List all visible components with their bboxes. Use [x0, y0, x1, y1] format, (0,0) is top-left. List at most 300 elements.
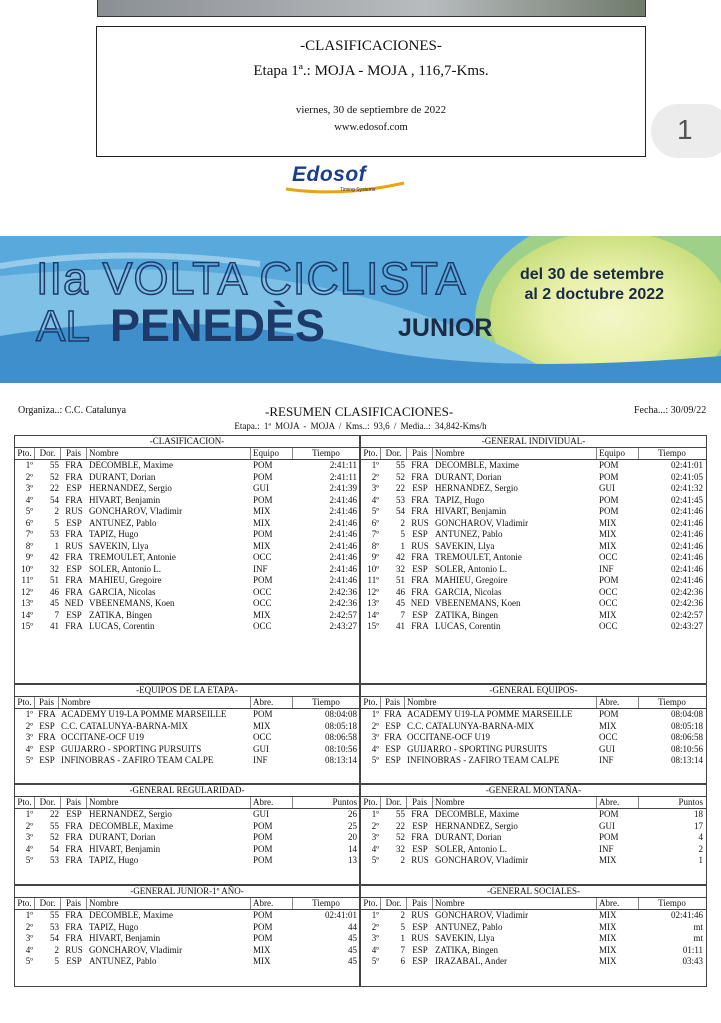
cell-position: 4º: [25, 843, 33, 854]
cell-country: ESP: [66, 563, 82, 574]
logo-subtitle: Timing Systems: [340, 187, 376, 193]
panel-title: -GENERAL JUNIOR-1º AÑO-: [15, 886, 359, 898]
cell-country: FRA: [411, 506, 429, 516]
cell-name: HIVART, Benjamin: [89, 843, 161, 854]
cell-dorsal: 2: [400, 855, 405, 865]
table-row: [15, 598, 359, 610]
table-row: [361, 610, 706, 622]
cell-dorsal: 1: [400, 933, 405, 943]
cell-position: 3º: [25, 732, 33, 742]
header-pto: Pto.: [15, 797, 35, 808]
header-abre: Abre.: [597, 898, 639, 909]
cell-position: 1º: [371, 460, 379, 470]
cell-time: 08:05:18: [670, 720, 703, 731]
cell-team: MIX: [599, 529, 617, 539]
cell-country: FRA: [411, 621, 429, 631]
cell-team-name: OCCITANE-OCF U19: [407, 732, 491, 742]
table-row: [361, 709, 706, 721]
cell-name: TAPIZ, Hugo: [89, 529, 139, 539]
cell-position: 12º: [367, 586, 379, 597]
cell-dorsal: 52: [396, 832, 405, 842]
cell-dorsal: 2: [400, 517, 405, 528]
cover-website[interactable]: www.edosof.com: [334, 122, 408, 133]
cell-position: 10º: [367, 563, 379, 574]
cell-team: OCC: [253, 552, 272, 562]
cell-dorsal: 46: [396, 586, 405, 597]
cell-country: FRA: [65, 494, 83, 505]
cell-name: ANTUNEZ, Pablo: [435, 921, 503, 932]
cell-team-abbr: OCC: [253, 732, 272, 742]
cell-value: 2:41:46: [329, 494, 357, 505]
cell-value: 1: [698, 855, 703, 865]
cell-dorsal: 52: [50, 832, 59, 842]
cell-position: 2º: [25, 820, 33, 831]
cell-team: GUI: [253, 809, 269, 819]
cell-position: 4º: [371, 944, 379, 955]
banner-title-al: AL: [36, 302, 90, 351]
cell-name: SOLER, Antonio L.: [435, 563, 508, 574]
column-headers: [361, 697, 706, 709]
cell-value: 2:41:39: [329, 483, 357, 493]
table-row: [361, 809, 706, 821]
cell-name: HERNANDEZ, Sergio: [89, 809, 172, 819]
cell-dorsal: 6: [400, 956, 405, 966]
cell-team: MIX: [253, 944, 271, 955]
cell-team-name: ACADEMY U19-LA POMME MARSEILLE: [61, 709, 227, 719]
table-row: [15, 844, 359, 856]
cell-team-name: INFINOBRAS - ZAFIRO TEAM CALPE: [61, 755, 214, 765]
cell-team: POM: [253, 529, 273, 539]
header-abre: Abre.: [251, 898, 293, 909]
sheet-title: -RESUMEN CLASIFICACIONES-: [265, 404, 454, 419]
cell-position: 15º: [367, 621, 379, 631]
cell-dorsal: 54: [50, 494, 59, 505]
column-headers: [15, 448, 359, 460]
cell-team: POM: [599, 575, 619, 585]
cell-dorsal: 42: [50, 552, 59, 562]
cell-value: 03:43: [682, 956, 703, 966]
table-row: [361, 744, 706, 756]
cell-name: TREMOULET, Antonie: [89, 552, 176, 562]
cell-dorsal: 7: [54, 609, 59, 620]
header-nombre: Nombre: [433, 448, 597, 459]
panel-title: -GENERAL REGULARIDAD-: [15, 785, 359, 797]
cell-team: POM: [253, 855, 273, 865]
table-row: [361, 552, 706, 564]
cell-position: 12º: [21, 586, 33, 597]
header-pais: Pais: [61, 797, 87, 808]
cell-position: 2º: [371, 720, 379, 731]
header-puntos: Puntos: [678, 797, 703, 807]
cell-country: FRA: [411, 460, 429, 470]
cell-name: DECOMBLE, Maxime: [89, 910, 173, 920]
cell-country: ESP: [412, 483, 428, 493]
header-tiempo: Tiempo: [312, 448, 340, 458]
cell-dorsal: 52: [396, 471, 405, 482]
header-dor: Dor.: [381, 898, 407, 909]
cell-position: 15º: [21, 621, 33, 631]
header-nombre: Nombre: [87, 448, 251, 459]
cell-team: MIX: [253, 609, 271, 620]
cell-dorsal: 53: [50, 529, 59, 539]
cell-team: POM: [599, 809, 619, 819]
cell-country: FRA: [65, 575, 83, 585]
cell-dorsal: 45: [50, 598, 59, 608]
cell-position: 2º: [371, 820, 379, 831]
table-row: [15, 956, 359, 968]
cell-country: RUS: [411, 540, 429, 551]
table-row: [361, 541, 706, 553]
cell-name: HERNANDEZ, Sergio: [435, 820, 518, 831]
cell-team: MIX: [599, 609, 617, 620]
table-row: [361, 518, 706, 530]
cell-name: DURANT, Dorian: [89, 832, 156, 842]
cell-name: GONCHAROV, Vladimir: [435, 517, 529, 528]
cell-team: MIX: [599, 944, 617, 955]
cell-value: 02:41:01: [324, 910, 357, 920]
table-row: [15, 809, 359, 821]
cell-name: SOLER, Antonio L.: [435, 843, 508, 854]
header-nombre: Nombre: [87, 797, 251, 808]
table-row: [15, 495, 359, 507]
cell-country: FRA: [65, 552, 83, 562]
cell-country: FRA: [65, 460, 83, 470]
cell-value: 2:41:11: [329, 471, 357, 482]
cell-country: FRA: [65, 933, 83, 943]
cell-name: HIVART, Benjamin: [89, 494, 161, 505]
banner-dates: [520, 265, 664, 305]
cell-dorsal: 5: [54, 956, 59, 966]
cell-position: 3º: [25, 832, 33, 842]
banner-junior: JUNIOR: [398, 314, 493, 342]
cell-name: DECOMBLE, Maxime: [89, 460, 173, 470]
cell-name: TAPIZ, Hugo: [435, 494, 485, 505]
cell-country: FRA: [411, 471, 429, 482]
header-pto: Pto.: [15, 697, 35, 708]
cell-value: 18: [694, 809, 703, 819]
cell-dorsal: 22: [50, 809, 59, 819]
cell-name: DURANT, Dorian: [89, 471, 156, 482]
cell-country: FRA: [65, 855, 83, 865]
table-row: [15, 945, 359, 957]
banner-title-penedes: PENEDÈS: [110, 300, 326, 351]
cell-team-abbr: POM: [599, 709, 619, 719]
cell-dorsal: 22: [396, 483, 405, 493]
table-row: [361, 832, 706, 844]
cell-name: SOLER, Antonio L.: [89, 563, 162, 574]
table-row: [15, 460, 359, 472]
cell-country: RUS: [411, 517, 429, 528]
cell-position: 5º: [371, 506, 379, 516]
cell-name: ZATIKA, Bingen: [435, 944, 498, 955]
cell-position: 6º: [371, 517, 379, 528]
cell-name: VBEENEMANS, Koen: [89, 598, 175, 608]
cell-country: ESP: [412, 563, 428, 574]
cell-name: MAHIEU, Gregoire: [89, 575, 162, 585]
cell-position: 3º: [25, 483, 33, 493]
cell-name: ZATIKA, Bingen: [435, 609, 498, 620]
cell-name: DECOMBLE, Maxime: [89, 820, 173, 831]
cell-value: 2:41:46: [329, 575, 357, 585]
header-nombre: Nombre: [433, 898, 597, 909]
banner-date-start: del 30 de setembre: [520, 266, 665, 283]
cell-position: 2º: [371, 921, 379, 932]
header-nombre: Nombre: [405, 697, 597, 708]
cell-dorsal: 7: [400, 944, 405, 955]
cell-name: ANTUNEZ, Pablo: [89, 517, 157, 528]
cell-country: RUS: [411, 933, 429, 943]
cell-position: 1º: [371, 809, 379, 819]
header-tiempo: Tiempo: [312, 898, 340, 908]
header-pais: Pais: [407, 797, 433, 808]
cell-value: 02:41:32: [670, 483, 703, 493]
cell-time: 08:10:56: [670, 743, 703, 754]
cell-position: 5º: [371, 855, 379, 865]
header-pto: Pto.: [361, 898, 381, 909]
header-pais: Pais: [35, 697, 59, 708]
cell-team: MIX: [599, 855, 617, 865]
cell-dorsal: 1: [400, 540, 405, 551]
cell-country: ESP: [39, 720, 55, 731]
cell-position: 5º: [25, 956, 33, 966]
table-row: [361, 598, 706, 610]
cell-value: 02:41:05: [670, 471, 703, 482]
header-tiempo: Tiempo: [658, 448, 686, 458]
cell-country: ESP: [412, 529, 428, 539]
cell-position: 1º: [25, 809, 33, 819]
table-row: [15, 518, 359, 530]
column-headers: [15, 898, 359, 910]
table-row: [15, 721, 359, 733]
cell-country: FRA: [65, 910, 83, 920]
cell-country: FRA: [65, 921, 83, 932]
cell-position: 4º: [371, 743, 379, 754]
cell-dorsal: 32: [396, 563, 405, 574]
cell-dorsal: 7: [400, 609, 405, 620]
cell-value: mt: [693, 921, 703, 932]
cell-country: ESP: [39, 755, 55, 765]
cell-position: 5º: [25, 755, 33, 765]
cell-time: 08:04:08: [324, 709, 357, 719]
header-nombre: Nombre: [87, 898, 251, 909]
cell-team-name: C.C. CATALUNYA-BARNA-MIX: [61, 720, 189, 731]
cell-team: MIX: [599, 540, 617, 551]
cell-value: 02:41:46: [670, 517, 703, 528]
cell-country: ESP: [412, 609, 428, 620]
cell-value: 45: [348, 933, 357, 943]
cell-country: RUS: [65, 540, 83, 551]
cell-dorsal: 32: [50, 563, 59, 574]
header-tiempo: Tiempo: [312, 697, 340, 707]
cell-value: 02:41:46: [670, 506, 703, 516]
cell-dorsal: 41: [50, 621, 59, 631]
cell-position: 5º: [25, 855, 33, 865]
header-tiempo: Tiempo: [658, 898, 686, 908]
cell-country: FRA: [65, 586, 83, 597]
table-row: [361, 587, 706, 599]
cell-team-name: GUIJARRO - SPORTING PURSUITS: [61, 743, 202, 754]
table-row: [15, 483, 359, 495]
cell-team: MIX: [253, 517, 271, 528]
table-row: [361, 506, 706, 518]
table-row: [361, 529, 706, 541]
cell-position: 4º: [25, 743, 33, 754]
cell-position: 14º: [367, 609, 379, 620]
cell-position: 1º: [25, 709, 33, 719]
header-equipo: Equipo: [597, 448, 639, 459]
cell-name: HERNANDEZ, Sergio: [89, 483, 172, 493]
cell-country: FRA: [38, 709, 56, 719]
cell-country: NED: [410, 598, 430, 608]
cell-team: POM: [599, 832, 619, 842]
cell-dorsal: 2: [400, 910, 405, 920]
cell-value: 20: [348, 832, 357, 842]
cell-position: 8º: [25, 540, 33, 551]
table-row: [15, 755, 359, 767]
cell-country: FRA: [411, 809, 429, 819]
table-row: [15, 855, 359, 867]
header-dor: Dor.: [35, 448, 61, 459]
page-number-badge: 1: [651, 104, 721, 158]
table-row: [15, 732, 359, 744]
panel-title: -CLASIFICACION-: [15, 436, 359, 448]
table-row: [15, 552, 359, 564]
cell-dorsal: 55: [396, 809, 405, 819]
edosof-logo: [282, 163, 412, 197]
cell-value: 4: [698, 832, 703, 842]
header-pais: Pais: [61, 898, 87, 909]
cell-team-abbr: GUI: [599, 743, 615, 754]
cell-position: 4º: [25, 944, 33, 955]
table-row: [361, 495, 706, 507]
cell-name: MAHIEU, Gregoire: [435, 575, 508, 585]
table-row: [15, 744, 359, 756]
cell-position: 3º: [25, 933, 33, 943]
panel-general-individual: [360, 435, 707, 684]
header-dor: Dor.: [35, 898, 61, 909]
cell-country: RUS: [411, 910, 429, 920]
cell-team: POM: [253, 832, 273, 842]
cell-value: 45: [348, 956, 357, 966]
cell-country: FRA: [384, 732, 402, 742]
cell-value: 17: [694, 820, 703, 831]
cell-position: 5º: [371, 956, 379, 966]
cell-team: GUI: [599, 820, 615, 831]
header-nombre: Nombre: [433, 797, 597, 808]
table-row: [361, 575, 706, 587]
table-row: [361, 910, 706, 922]
table-row: [15, 506, 359, 518]
cell-name: GARCIA, Nicolas: [89, 586, 156, 597]
cell-dorsal: 54: [396, 506, 405, 516]
cell-team: MIX: [599, 956, 617, 966]
cell-value: 2:42:57: [329, 609, 357, 620]
cell-country: ESP: [385, 743, 401, 754]
cell-time: 08:05:18: [324, 720, 357, 731]
cell-country: FRA: [411, 552, 429, 562]
header-pto: Pto.: [15, 898, 35, 909]
cell-country: FRA: [384, 709, 402, 719]
cell-team: OCC: [253, 621, 272, 631]
cell-dorsal: 42: [396, 552, 405, 562]
cell-value: 02:42:36: [670, 598, 703, 608]
cell-value: 02:41:46: [670, 540, 703, 551]
cell-team: POM: [253, 921, 273, 932]
cell-country: FRA: [65, 529, 83, 539]
cover-stage: Etapa 1ª.: MOJA - MOJA , 116,7-Kms.: [253, 63, 489, 79]
table-row: [15, 832, 359, 844]
table-row: [361, 945, 706, 957]
cell-value: 01:11: [682, 944, 703, 955]
header-abre: Abre.: [597, 697, 639, 708]
header-pto: Pto.: [15, 448, 35, 459]
cell-value: 2:41:46: [329, 529, 357, 539]
column-headers: [361, 898, 706, 910]
header-pais: Pais: [61, 448, 87, 459]
cell-position: 13º: [21, 598, 33, 608]
cell-position: 1º: [25, 460, 33, 470]
header-abre: Abre.: [251, 797, 293, 808]
panel-title: -EQUIPOS DE LA ETAPA-: [15, 685, 359, 697]
cell-position: 1º: [371, 910, 379, 920]
table-row: [15, 541, 359, 553]
cell-name: ANTUNEZ, Pablo: [435, 529, 503, 539]
cell-value: 2:41:46: [329, 552, 357, 562]
header-dor: Dor.: [381, 797, 407, 808]
cell-dorsal: 22: [50, 483, 59, 493]
cell-name: DECOMBLE, Maxime: [435, 809, 519, 819]
cell-name: GONCHAROV, Vladimir: [435, 855, 529, 865]
cell-position: 3º: [371, 483, 379, 493]
cell-value: 02:41:46: [670, 575, 703, 585]
cell-position: 4º: [371, 843, 379, 854]
cell-value: 2:42:36: [329, 598, 357, 608]
table-row: [15, 621, 359, 633]
panel-general-montana: [360, 784, 707, 885]
cell-dorsal: 46: [50, 586, 59, 597]
header-puntos: Puntos: [332, 797, 357, 807]
header-pto: Pto.: [361, 697, 381, 708]
column-headers: [361, 448, 706, 460]
cell-value: 13: [348, 855, 357, 865]
cell-country: FRA: [65, 820, 83, 831]
header-abre: Abre.: [251, 697, 293, 708]
cover-title-box: [96, 26, 646, 157]
cell-team: POM: [599, 471, 619, 482]
table-row: [361, 755, 706, 767]
panel-clasificacion: [14, 435, 360, 684]
cell-team: GUI: [253, 483, 269, 493]
panel-equipos-etapa: [14, 684, 360, 784]
cell-dorsal: 53: [50, 855, 59, 865]
cell-team-abbr: POM: [253, 709, 273, 719]
cell-position: 3º: [371, 832, 379, 842]
cell-position: 4º: [371, 494, 379, 505]
cell-team-name: OCCITANE-OCF U19: [61, 732, 145, 742]
cell-team: MIX: [253, 540, 271, 551]
cell-name: DURANT, Dorian: [435, 471, 502, 482]
header-equipo: Equipo: [251, 448, 293, 459]
cell-country: FRA: [411, 575, 429, 585]
table-row: [15, 587, 359, 599]
cell-value: 2:41:46: [329, 540, 357, 551]
cell-name: GONCHAROV, Vladimir: [435, 910, 529, 920]
cell-country: FRA: [65, 843, 83, 854]
cell-team-abbr: GUI: [253, 743, 269, 754]
cell-position: 3º: [371, 933, 379, 943]
cell-team: POM: [599, 506, 619, 516]
panel-title: -GENERAL MONTAÑA-: [361, 785, 706, 797]
